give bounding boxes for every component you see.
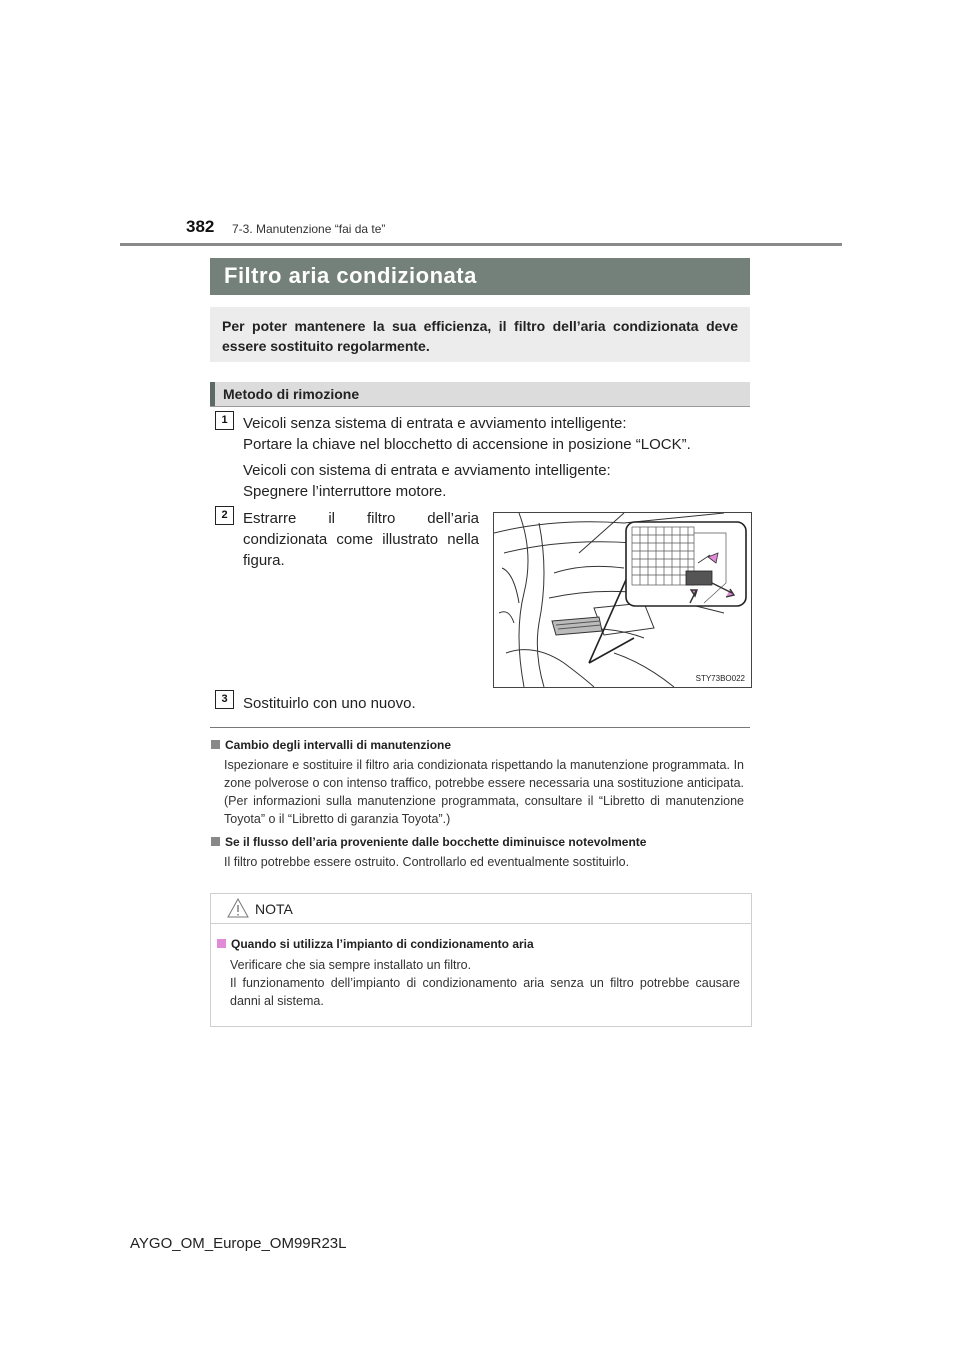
warning-triangle-icon <box>227 898 249 918</box>
section-title-band <box>210 258 750 295</box>
caution-heading <box>217 937 742 951</box>
section-separator <box>210 727 750 728</box>
note-1-text: Ispezionare e sostituire il filtro aria condizionata rispettando la manutenzione programmata. In zone polverose o con intenso traffico, potrebbe essere necessaria una sostituzione anticipata. (Per informazioni sulla manutenzione programmata, consultare il “Libretto di manutenzione Toyota” o il “Libretto di garanzia Toyota”.) <box>224 758 744 826</box>
header-rule <box>120 243 842 246</box>
dashboard-glovebox-drawing <box>494 513 751 687</box>
step-1-line-3: Veicoli con sistema di entrata e avviamento intelligente: <box>243 462 611 479</box>
square-bullet-icon <box>211 740 220 749</box>
filter-removal-illustration <box>493 512 752 688</box>
caution-line-1: Verificare che sia sempre installato un filtro. <box>230 958 472 972</box>
method-heading: Metodo di rimozione <box>223 386 360 402</box>
caution-label: NOTA <box>255 901 293 917</box>
step-1-line-4: Spegnere l’interruttore motore. <box>243 483 447 500</box>
method-heading-band <box>210 382 750 407</box>
step-3-text: Sostituirlo con uno nuovo. <box>243 695 416 712</box>
step-1-line-2: Portare la chiave nel blocchetto di accensione in posizione “LOCK”. <box>243 436 691 453</box>
step-1-line-1: Veicoli senza sistema di entrata e avviamento intelligente: <box>243 415 627 432</box>
document-footer: AYGO_OM_Europe_OM99R23L <box>130 1235 347 1252</box>
note-2-heading-text: Se il flusso dell’aria proveniente dalle bocchette diminuisce notevolmente <box>225 835 647 849</box>
note-2-text: Il filtro potrebbe essere ostruito. Controllarlo ed eventualmente sostituirlo. <box>224 855 630 869</box>
step-2-text: Estrarre il filtro dell’aria condizionata come illustrato nella figura. <box>243 510 479 569</box>
step-badge-1: 1 <box>215 411 234 430</box>
method-heading-accent <box>210 382 215 406</box>
intro-box <box>210 307 750 362</box>
note-1-heading-text: Cambio degli intervalli di manutenzione <box>225 738 452 752</box>
page-title: Filtro aria condizionata <box>224 263 477 288</box>
square-bullet-icon <box>211 837 220 846</box>
illustration-code: STY73BO022 <box>695 674 745 683</box>
section-reference: 7-3. Manutenzione “fai da te” <box>232 222 386 236</box>
caution-heading-text: Quando si utilizza l’impianto di condizionamento aria <box>231 937 534 951</box>
note-1-heading <box>211 738 751 752</box>
caution-header <box>211 894 751 924</box>
caution-box <box>210 893 752 1027</box>
step-badge-3: 3 <box>215 690 234 709</box>
square-bullet-icon <box>217 939 226 948</box>
step-badge-2: 2 <box>215 506 234 525</box>
caution-line-2: Il funzionamento dell’impianto di condizionamento aria senza un filtro potrebbe causare danni al sistema. <box>230 976 740 1008</box>
note-2-heading <box>211 835 751 849</box>
page-number: 382 <box>186 217 215 236</box>
intro-text: Per poter mantenere la sua efficienza, il filtro dell’aria condizionata deve essere sostituito regolarmente. <box>222 318 738 354</box>
